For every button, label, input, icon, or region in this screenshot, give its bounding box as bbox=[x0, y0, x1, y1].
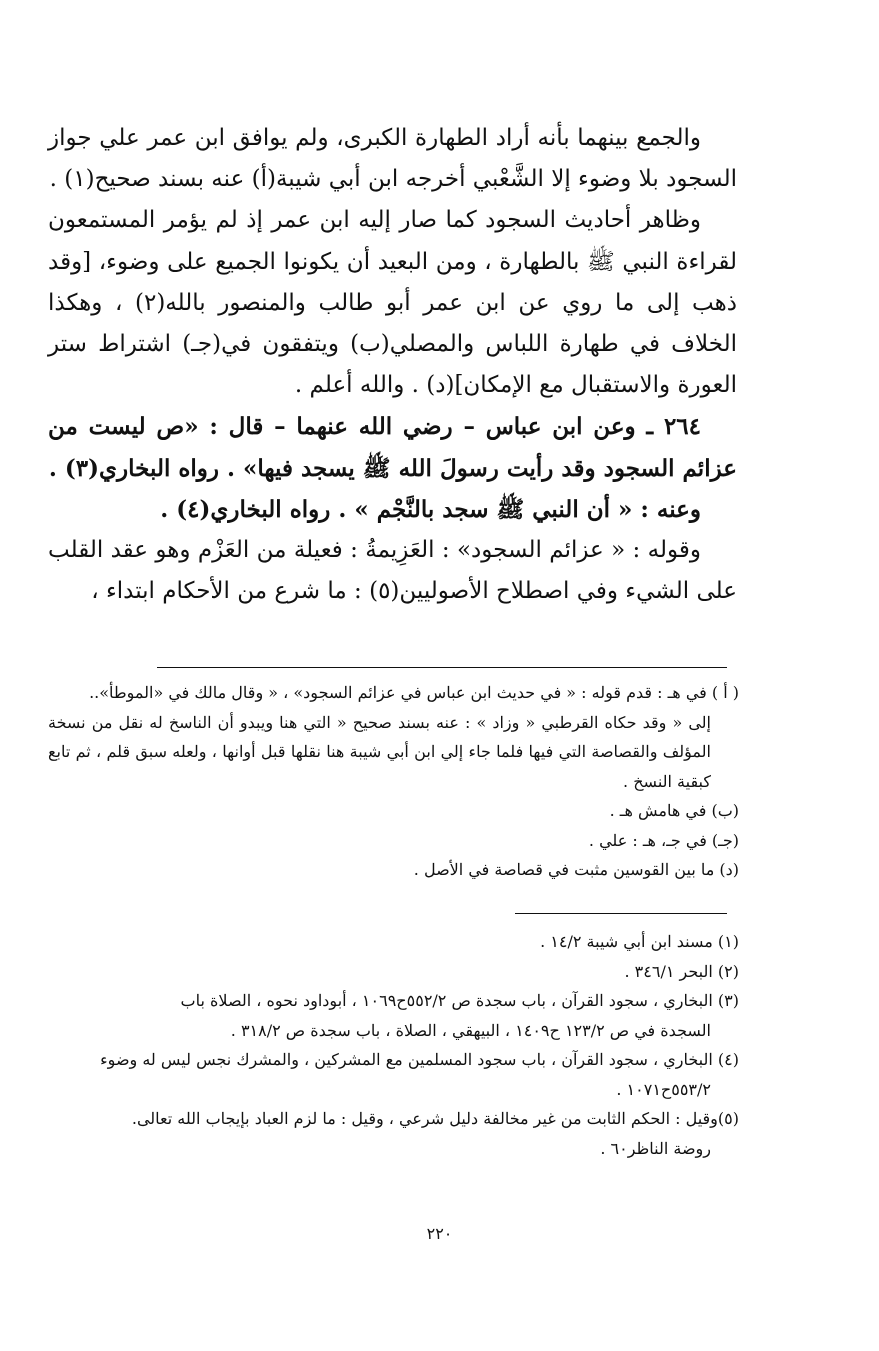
variant-notes bbox=[48, 678, 739, 885]
paragraph-1: والجمع بينهما بأنه أراد الطهارة الكبرى، ولم يوافق ابن عمر علي جواز السجود بلا وضوء إلا الشَّعْبي أخرجه ابن أبي شيبة(أ) عنه بسند صحيح(١) . bbox=[48, 125, 737, 193]
variant-note-d: (د) ما بين القوسين مثبت في قصاصة في الأصل . bbox=[413, 860, 739, 879]
source-note-1: (١) مسند ابن أبي شيبة ١٤/٢ . bbox=[540, 932, 739, 951]
source-note-3-continued: السجدة في ص ١٢٣/٢ ح١٤٠٩ ، البيهقي ، الصلاة ، باب سجدة ص ٣١٨/٢ . bbox=[230, 1020, 711, 1040]
variant-note-b: (ب) في هامش هـ . bbox=[609, 801, 739, 820]
source-note-4-continued: ٥٥٣/٢ح١٠٧١ . bbox=[616, 1079, 711, 1099]
source-note-5: (٥)وقيل : الحكم الثابت من غير مخالفة دليل شرعي ، وقيل : ما لزم العباد بإيجاب الله تعالى. bbox=[131, 1109, 739, 1128]
variant-note-c: (جـ) في جـ، هـ : علي . bbox=[588, 830, 739, 850]
paragraph-commentary: وقوله : « عزائم السجود» : العَزِيمةُ : فعيلة من العَزْم وهو عقد القلب على الشيء وفي اصطلاح الأصوليين(٥) : ما شرع من الأحكام ابتداء ، bbox=[48, 537, 737, 605]
source-notes bbox=[48, 927, 739, 1163]
source-note-4: (٤) البخاري ، سجود القرآن ، باب سجود المسلمين مع المشركين ، والمشرك نجس ليس له وضوء bbox=[100, 1050, 739, 1069]
source-note-5-continued: روضة الناظر٦٠ . bbox=[600, 1138, 711, 1158]
page-number: ٢٢٠ bbox=[426, 1224, 453, 1243]
main-text bbox=[48, 118, 737, 612]
source-note-2: (٢) البحر ٣٤٦/١ . bbox=[624, 961, 739, 981]
footnote-divider-variants bbox=[157, 667, 727, 668]
variant-note-a: ( أ ) في هـ : قدم قوله : « في حديث ابن عباس في عزائم السجود» ، « وقال مالك في «الموطأ».. bbox=[89, 683, 739, 702]
paragraph-2: وظاهر أحاديث السجود كما صار إليه ابن عمر إذ لم يؤمر المستمعون لقراءة النبي ﷺ بالطهارة ، ومن البعيد أن يكونوا الجميع على وضوء، [وقد ذهب إلى ما روي عن ابن عمر أبو طالب والمنصور بالله(٢) ، وهكذا الخلاف في طهارة اللباس والمصلي(ب) ويتفقون في(جـ) اشتراط ستر العورة والاستقبال مع الإمكان](د) . والله أعلم . bbox=[48, 207, 737, 399]
hadith-264-second: وعنه : « أن النبي ﷺ سجد بالنَّجْم » . رواه البخاري(٤) . bbox=[160, 495, 701, 523]
hadith-264: ٢٦٤ ـ وعن ابن عباس – رضي الله عنهما – قال : «ص ليست من عزائم السجود وقد رأيت رسولَ الله ﷺ يسجد فيها» . رواه البخاري(٣) . bbox=[48, 413, 737, 482]
footnote-divider-sources bbox=[515, 913, 727, 914]
variant-note-a-continued: إلى « وقد حكاه القرطبي « وزاد » : عنه بسند صحيح « التي هنا ويبدو أن الناسخ له نقل من نسخة المؤلف والقصاصة التي فيها فلما جاء إلي ابن أبي شيبة هنا نقلها قبل أوانها ، ولعله سبق قلم ، ثم تابع كبقية النسخ . bbox=[48, 712, 711, 791]
source-note-3: (٣) البخاري ، سجود القرآن ، باب سجدة ص ٥٥٢/٢ح١٠٦٩ ، أبوداود نحوه ، الصلاة باب bbox=[180, 991, 739, 1010]
